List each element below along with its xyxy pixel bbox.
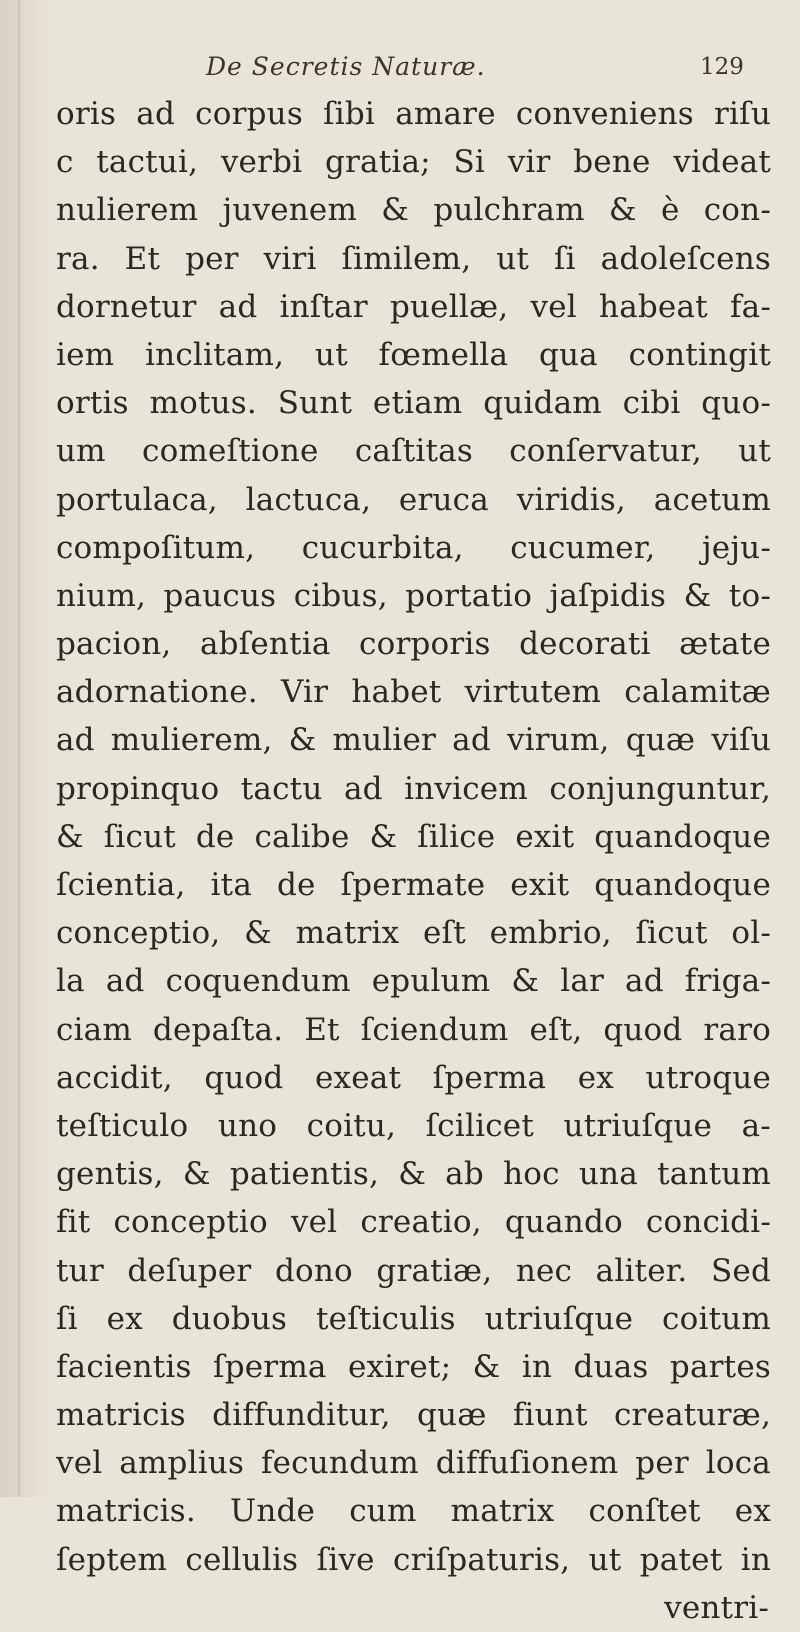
text-line: nulierem juvenem & pulchram & è con-	[56, 192, 771, 229]
text-line: ortis motus. Sunt etiam quidam cibi quo-	[56, 385, 771, 422]
body-text	[56, 90, 786, 1632]
text-line: accidit, quod exeat ſperma ex utroque	[56, 1059, 771, 1096]
text-line: conceptio, & matrix eſt embrio, ſicut ol-	[56, 915, 771, 952]
text-line: c tactui, verbi gratia; Si vir bene videat	[56, 144, 771, 181]
text-line: adornatione. Vir habet virtutem calamitæ	[56, 674, 771, 711]
text-line: fit conceptio vel creatio, quando concidi-	[56, 1204, 771, 1241]
text-line: portulaca, lactuca, eruca viridis, acetum	[56, 481, 771, 518]
text-line: ciam depaſta. Et ſciendum eſt, quod raro	[56, 1011, 771, 1048]
gutter-fold-line	[18, 0, 20, 1497]
running-title: De Secretis Naturæ.	[206, 52, 486, 81]
text-line: tur deſuper dono gratiæ, nec aliter. Sed	[56, 1252, 771, 1289]
text-line: & ſicut de calibe & ſilice exit quandoque	[56, 818, 771, 855]
text-line: ſi ex duobus teſticulis utriuſque coitum	[56, 1300, 771, 1337]
text-line: ra. Et per viri ſimilem, ut ſi adoleſcens	[56, 240, 771, 277]
text-line: ſcientia, ita de ſpermate exit quandoque	[56, 867, 771, 903]
text-line: pacion, abſentia corporis decorati ætate	[56, 626, 771, 663]
text-line: propinquo tactu ad invicem conjunguntur,	[56, 770, 771, 807]
text-line: la ad coquendum epulum & lar ad friga-	[56, 963, 771, 1000]
text-line: vel amplius fecundum diffuſionem per loca	[56, 1445, 771, 1482]
text-line: compoſitum, cucurbita, cucumer, jeju-	[56, 529, 771, 566]
catchword: ventri-	[664, 1589, 769, 1626]
text-line: ſeptem cellulis ſive criſpaturis, ut patet in	[56, 1541, 771, 1578]
text-line: nium, paucus cibus, portatio jaſpidis & to-	[56, 577, 771, 614]
text-line: oris ad corpus ſibi amare conveniens riſu	[56, 96, 771, 132]
text-line: gentis, & patientis, & ab hoc una tantum	[56, 1156, 771, 1193]
text-line: matricis. Unde cum matrix conſtet ex	[56, 1493, 771, 1530]
text-line: um comeſtione caſtitas conſervatur, ut	[56, 433, 771, 470]
text-line: matricis diffunditur, quæ fiunt creaturæ,	[56, 1397, 771, 1434]
book-page	[56, 42, 786, 1632]
text-line: iem inclitam, ut fœmella qua contingit	[56, 336, 771, 373]
page-header	[56, 42, 786, 86]
text-line: teſticulo uno coitu, ſcilicet utriuſque a-	[56, 1107, 771, 1144]
text-line: facientis ſperma exiret; & in duas partes	[56, 1348, 771, 1385]
text-line: dornetur ad inſtar puellæ, vel habeat fa-	[56, 288, 771, 325]
text-line: ad mulierem, & mulier ad virum, quæ viſu	[56, 722, 771, 759]
page-number: 129	[700, 54, 744, 80]
page-gutter	[0, 0, 48, 1497]
